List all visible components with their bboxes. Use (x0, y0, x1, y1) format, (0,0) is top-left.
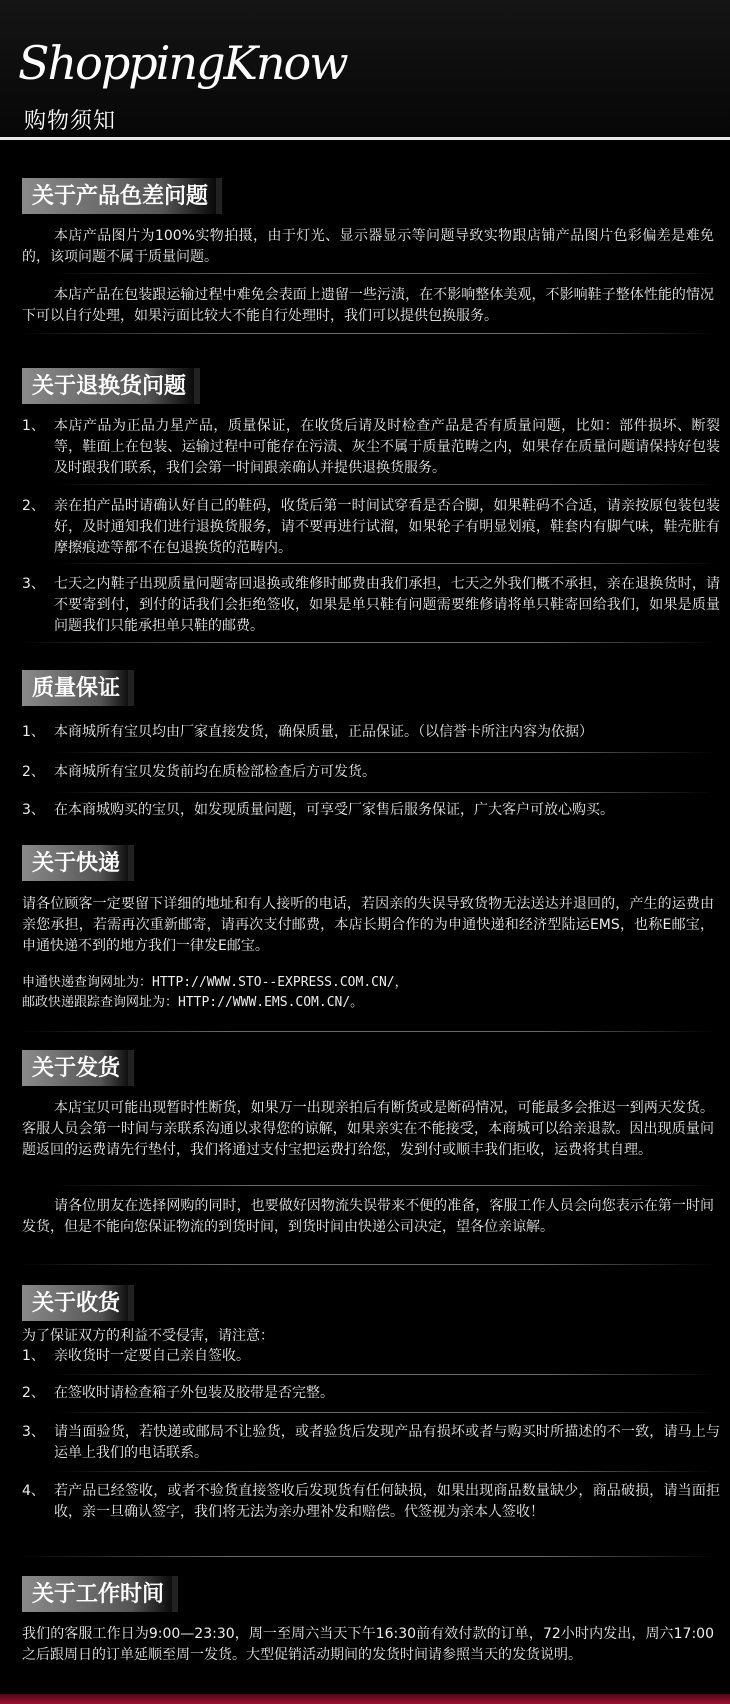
item-text: 本商城所有宝贝均由厂家直接发货，确保质量，正品保证。（以信誉卡所注内容为依据） (54, 724, 593, 740)
item-text: 本店产品为正品力星产品，质量保证，在收货后请及时检查产品是否有质量问题，比如：部件损坏、断裂等，鞋面上在包装、运输过程中可能存在污渍、灰尘不属于质量范畴之内，如果存在质量问题请保持好包装及时跟我们联系，我们会第一时间跟亲确认并提供退换货服务。 (54, 418, 720, 476)
list-item (22, 1422, 720, 1464)
item-text: 七天之内鞋子出现质量问题寄回退换或维修时邮费由我们承担，七天之外我们概不承担，亲在退换货时，请不要寄到付，到付的话我们会拒绝签收，如果是单只鞋有问题需要维修请将单只鞋寄回给我们，如果是质量问题我们只能承担单只鞋的邮费。 (54, 576, 720, 634)
section-heading-color: 关于产品色差问题 (22, 178, 222, 214)
ems-tracking-url: 邮政快递跟踪查询网址为：HTTP://WWW.EMS.COM.CN/。 (22, 995, 364, 1010)
page-title: 购物须知 (24, 109, 117, 134)
list-item (22, 416, 720, 479)
divider (55, 484, 715, 485)
divider (55, 792, 715, 793)
paragraph: 本店宝贝可能出现暂时性断货，如果万一出现亲拍后有断货或是断码情况，可能最多会推迟一到两天发货。客服人员会第一时间与亲联系沟通以求得您的谅解，如果亲实在不能接受，本商城可以给亲退款。因出现质量问题返回的运费请先行垫付，我们将通过支付宝把运费打给您，发到付或顺丰我们拒收，运费将其自理。 (22, 1100, 714, 1158)
divider (22, 642, 714, 643)
bottom-accent-bar (0, 1694, 730, 1704)
divider (55, 1412, 715, 1413)
item-text: 在本商城购买的宝贝，如发现质量问题，可享受厂家售后服务保证，广大客户可放心购买。 (54, 802, 614, 818)
item-number: 1、 (22, 418, 45, 434)
list-item (22, 1346, 720, 1367)
divider (55, 563, 715, 564)
list-item (22, 1383, 720, 1404)
list-item (22, 574, 720, 637)
list-item (22, 722, 720, 743)
list-item (22, 762, 720, 783)
item-number: 1、 (22, 724, 45, 740)
item-number: 1、 (22, 1348, 45, 1364)
sto-tracking-url: 申通快递查询网址为：HTTP://WWW.STO--EXPRESS.COM.CN/， (22, 975, 408, 990)
paragraph: 本店产品图片为100%实物拍摄，由于灯光、显示器显示等问题导致实物跟店铺产品图片色彩偏差是难免的，该项问题不属于质量问题。 (22, 228, 714, 265)
divider (22, 1264, 714, 1265)
list-item (22, 1481, 720, 1523)
section-heading-express: 关于快递 (22, 845, 134, 881)
divider (55, 1374, 715, 1375)
receiving-intro: 为了保证双方的利益不受侵害，请注意： (22, 1328, 274, 1344)
divider (22, 1556, 714, 1557)
item-number: 2、 (22, 764, 45, 780)
item-text: 本商城所有宝贝发货前均在质检部检查后方可发货。 (54, 764, 376, 780)
paragraph: 请各位顾客一定要留下详细的地址和有人接听的电话，若因亲的失误导致货物无法送达并退回的，产生的运费由亲您承担，若需再次重新邮寄，请再次支付邮费，本店长期合作的为申通快递和经济型陆运EMS，也称E邮宝，申通快递不到的地方我们一律发E邮宝。 (22, 896, 714, 954)
section-heading-returns: 关于退换货问题 (22, 368, 200, 404)
item-number: 3、 (22, 1424, 45, 1440)
item-text: 亲收货时一定要自己亲自签收。 (54, 1348, 250, 1364)
section-heading-quality: 质量保证 (22, 670, 134, 706)
item-text: 在签收时请检查箱子外包装及胶带是否完整。 (54, 1385, 334, 1401)
item-number: 4、 (22, 1483, 45, 1499)
item-number: 2、 (22, 1385, 45, 1401)
section-heading-hours: 关于工作时间 (22, 1576, 178, 1612)
divider (22, 333, 714, 334)
page-header (0, 0, 730, 140)
item-text: 若产品已经签收，或者不验货直接签收后发现货有任何缺损，如果出现商品数量缺少，商品破损，请当面拒收，亲一旦确认签字，我们将无法为亲办理补发和赔偿。代签视为亲本人签收！ (54, 1483, 720, 1520)
paragraph: 请各位朋友在选择网购的同时，也要做好因物流失误带来不便的准备，客服工作人员会向您表示在第一时间发货，但是不能向您保证物流的到货时间，到货时间由快递公司决定，望各位亲谅解。 (22, 1198, 714, 1235)
list-item (22, 800, 720, 821)
paragraph: 本店产品在包装跟运输过程中难免会表面上遗留一些污渍，在不影响整体美观，不影响鞋子整体性能的情况下可以自行处理，如果污面比较大不能自行处理时，我们可以提供包换服务。 (22, 287, 714, 324)
header-divider (0, 137, 730, 140)
script-title: ShoppingKnow (18, 36, 347, 90)
divider (55, 1185, 715, 1186)
item-number: 3、 (22, 802, 45, 818)
divider (22, 1031, 714, 1032)
item-number: 2、 (22, 498, 45, 514)
paragraph: 我们的客服工作日为9:00—23:30，周一至周六当天下午16:30前有效付款的订单，72小时内发出，周六17:00之后跟周日的订单延顺至周一发货。大型促销活动期间的发货时间请参照当天的发货说明。 (22, 1626, 714, 1663)
divider (55, 1471, 715, 1472)
item-text: 亲在拍产品时请确认好自己的鞋码，收货后第一时间试穿看是否合脚，如果鞋码不合适，请亲按原包装包装好，及时通知我们进行退换货服务，请不要再进行试溜，如果轮子有明显划痕，鞋套内有脚气味，鞋壳脏有摩擦痕迹等都不在包退换货的范畴内。 (54, 498, 720, 556)
divider (55, 273, 715, 274)
item-number: 3、 (22, 576, 45, 592)
section-heading-receiving: 关于收货 (22, 1285, 134, 1321)
section-heading-shipping: 关于发货 (22, 1050, 134, 1086)
item-text: 请当面验货，若快递或邮局不让验货，或者验货后发现产品有损坏或者与购买时所描述的不一致，请马上与运单上我们的电话联系。 (54, 1424, 720, 1461)
divider (55, 752, 715, 753)
list-item (22, 496, 720, 559)
